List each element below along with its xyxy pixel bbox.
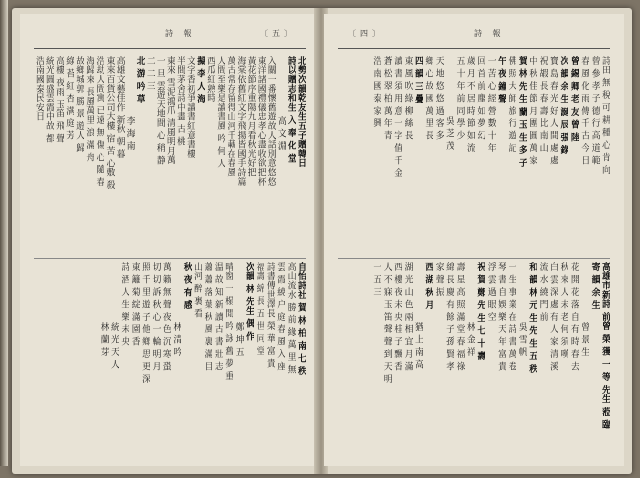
- text-column-body: 一 苦 心 經 營 數 十 年: [485, 56, 496, 153]
- text-column-author: 林 金 祥: [464, 322, 475, 357]
- text-column-body: 詩田 無 稅 可 耕 種 心 肯 向: [600, 56, 610, 175]
- text-column-body: 西瓜紅熟時: [205, 56, 216, 103]
- text-column-body: 一 生 事 業 在 詩 書 萬 卷: [506, 262, 517, 371]
- text-column-title: 午 夜 鐘 聲: [496, 56, 507, 104]
- text-column-body: 回 首 前 塵 如 夢 幻: [475, 56, 486, 141]
- left-page-number: 〔五〕: [260, 29, 296, 38]
- right-lower-band: [338, 262, 610, 458]
- text-column-body: 西 樓 夜 未 央 桂 子 飄 香: [392, 262, 403, 371]
- text-column-body: 詩 酒 人 生 樂 未 央: [119, 262, 130, 347]
- text-column-body: 家 聲 振: [433, 262, 444, 297]
- text-column-body: 海歸來 長風萬里 浪 滿 舟: [84, 56, 95, 162]
- right-page-number: 〔四〕: [348, 29, 384, 38]
- text-column-body: 浮 雲 過 眼 空: [485, 262, 496, 322]
- text-column-body: 浩劫人間寓 已遠 無 傷 心 隨 春: [94, 56, 105, 187]
- text-column-title: 高雄市新詩 前曾 榮 獲 一 等 先生 蒞 臨: [600, 262, 610, 429]
- text-column-body: 秋 來 人 未 老 何 須 嘆: [558, 262, 569, 359]
- text-column-author: 高 文 淵: [275, 116, 286, 151]
- text-column-body: 萬古常存留得山河千載在春風: [225, 56, 236, 177]
- text-column-body: 蒼 松 翠 柏 萬 年 青: [381, 56, 392, 141]
- text-column-title: 擬 李 人 海: [195, 56, 206, 104]
- left-band-divider: [34, 258, 306, 259]
- text-column-body: 故鄉城郭 勝 景 遊人 歸: [74, 56, 85, 153]
- text-column-body: 一 五 三: [371, 262, 382, 297]
- text-column-body: 東來 雪泥鴻爪 清風明月萬: [164, 56, 175, 165]
- text-column-body: 黃花節序重陽九月看秋光好把: [245, 56, 256, 177]
- text-column-body: 中 秋 佳 節 月 團 圓 萬 家: [527, 56, 538, 165]
- right-band-divider: [338, 258, 610, 259]
- text-column-title: 次韻 林 先生 偶 作: [244, 262, 255, 341]
- text-column-body: 切 切 訴 秋 心 一 輪 明 月: [150, 262, 161, 371]
- text-column-title: 詩以贈志和生 入 奉 化 堂: [285, 56, 296, 163]
- text-column-body: 晴窗 一 榻 閒 吟 詠 舊 夢 重: [223, 262, 234, 381]
- text-column-body: 天 地 悠 悠 過 客 多: [433, 56, 444, 141]
- text-column-body: 綿 長 慶 有 餘 子 孫 賢 孝: [444, 262, 455, 371]
- right-page-header: 詩 報: [474, 29, 505, 38]
- right-upper-band: [338, 56, 610, 256]
- left-page-header: 詩 報: [165, 29, 196, 38]
- text-column-body: 高山流水 勝 前 緣 萬 里 無: [285, 262, 296, 374]
- text-column-title: 西 湖 秋 月: [423, 262, 434, 310]
- text-column-body: 曾 參 孝 子 德 行 高 道 範: [589, 56, 600, 165]
- text-column-body: 綠 苔 紅 杏 满 庭 芳: [64, 56, 75, 141]
- text-column-body: 鄉 心 故 國 萬 里 長: [423, 56, 434, 141]
- right-page: [324, 14, 624, 466]
- left-lower-band: [34, 262, 306, 458]
- text-column-author: 猶 上 南 高: [412, 322, 423, 369]
- text-column-body: 五 十 年 前 同 學 少: [454, 56, 465, 141]
- desk-edge: [0, 0, 8, 466]
- text-column-body: 讀 書 須 用 意 一 字 值 千 金: [392, 56, 403, 178]
- text-column-author: 鄭 坤 五: [233, 322, 244, 357]
- text-column-body: 東洋諸國禮儀忠孝心盡收欲把杯: [255, 56, 266, 187]
- open-magazine: [12, 8, 632, 474]
- text-column-body: 半間茅舍詩中畫 古 桃: [175, 56, 186, 147]
- text-column-body: 祝 嘏 長 春 壽 比 南 山: [537, 56, 548, 153]
- text-column-body: 歲 月 不 居 時 節 如 流: [464, 56, 475, 153]
- text-column-body: 人間至樂是讀書風 吟 何 人: [215, 56, 226, 168]
- text-column-body: 浩南國泰民安日: [33, 56, 44, 122]
- text-column-author: 林 清 吟: [171, 322, 182, 357]
- text-column-body: 高樓 夜雨 玉笛 飛 聲: [54, 56, 65, 144]
- text-column-author: 吳 芝 茂: [444, 116, 455, 151]
- text-column-body: 入關一番懷舊遊故人話別意悠悠: [265, 56, 276, 187]
- text-column-body: 琴 書 自 娛 樂 天 年 富 貴: [496, 262, 507, 371]
- left-upper-band: [34, 56, 306, 256]
- text-column-author: 林 蘭 芽: [98, 322, 109, 357]
- text-column-title: 寄 韻 余 生: [589, 262, 600, 310]
- text-column-body: 文字香初爭讀書紅意書樓: [185, 56, 196, 159]
- text-column-body: 寶 島 春 光 好 人 間 處 處: [548, 56, 559, 165]
- text-column-author: 曾 景 生: [579, 322, 590, 357]
- text-column-body: 二 二 三: [144, 56, 155, 91]
- text-column-body: 壽 星 高 照 滿 堂 春 福 祿: [454, 262, 465, 371]
- text-column-body: 東來百貨公司大樓 宿 苦 心敷 殺: [104, 56, 115, 190]
- text-column-title: 曾 錫 卿 老 友 曾 陸: [568, 56, 579, 142]
- text-column-body: 蕭 蕭 落 葉 秋 風 裏 滿 目: [202, 262, 213, 371]
- text-column-title: 秋 夜 有 感: [181, 262, 192, 310]
- text-column-body: 福壽 綿 長 五 世 同 堂: [254, 262, 265, 356]
- left-page: [20, 14, 316, 466]
- text-column-body: 温 故 知 新 讀 古 書 壯 志: [212, 262, 223, 371]
- text-column-body: 雲 霞 繞 户 庭 春 風 入 座: [275, 262, 286, 371]
- text-column-title: 北勢次韻乾友生五子贈韓日: [296, 56, 306, 168]
- text-column-body: 一 旦 雲遊天地間 心 稍 静: [154, 56, 165, 165]
- text-column-body: 高雄文藝佳作 新秋 朝 暮: [114, 56, 125, 159]
- text-column-title: 四 韻 三 疊: [412, 56, 423, 104]
- text-column-body: 照 千 里 遊 子 他 鄉 思 更 深: [140, 262, 151, 384]
- text-column-body: 人 不 寐 玉 笛 聲 聲 到 天 明: [381, 262, 392, 384]
- text-column-title: 祝 賀 鄭 先 生 七 十 壽: [475, 262, 486, 361]
- text-column-title: 賀 林 先 生 蘭 玉 生 多 子: [516, 56, 527, 168]
- text-column-title: 和 韻 林 元 生 先 生 五 秩: [527, 262, 538, 374]
- text-column-body: 海棠依舊紅文字飛揚皆國手詩篇: [235, 56, 246, 187]
- text-column-title: 自怡詩社 賀 林 柏 南 七 秩: [296, 262, 306, 376]
- text-column-body: 湖 光 山 色 兩 相 宜 月 滿: [402, 262, 413, 371]
- text-column-body: 春 風 化 雨 傳 千 古 今 日: [579, 56, 590, 165]
- text-column-author: 統 光 天 人: [108, 322, 119, 369]
- text-column-body: 佛 照 大 師 旅 行 遊 記: [506, 56, 517, 153]
- text-column-body: 萬 籟 無 聲 夜 色 沉 寒 蛩: [160, 262, 171, 371]
- text-column-body: 浩 南 國 泰 家 興: [371, 56, 382, 128]
- text-column-body: 山河 醉 裏 看: [192, 262, 203, 318]
- text-column-body: 詩書傳世澤長 榮 華 富 貴: [264, 262, 275, 368]
- right-header-rule: [338, 48, 610, 49]
- text-column-body: 東 籬 菊 綻 滿 園 香: [129, 262, 140, 347]
- text-column-body: 流 水 繞 門 前: [537, 262, 548, 322]
- text-column-title: 北 游 吟 草: [134, 56, 145, 104]
- text-column-author: 吳 雪 帆: [516, 322, 527, 357]
- text-column-body: 花 開 花 落 自 有 時 春 去: [568, 262, 579, 371]
- text-column-body: 統光圓盛雲霞中故 都: [44, 56, 55, 143]
- text-column-body: 東 風 吹 綠 柳 絲 長: [402, 56, 413, 141]
- text-column-body: 白 雲 深 處 有 人 家 清 溪: [548, 262, 559, 371]
- text-column-title: 次 韻 余 生 誕 辰 張 錄: [558, 56, 569, 155]
- text-column-author: 李 海 南: [124, 116, 135, 151]
- left-header-rule: [34, 48, 306, 49]
